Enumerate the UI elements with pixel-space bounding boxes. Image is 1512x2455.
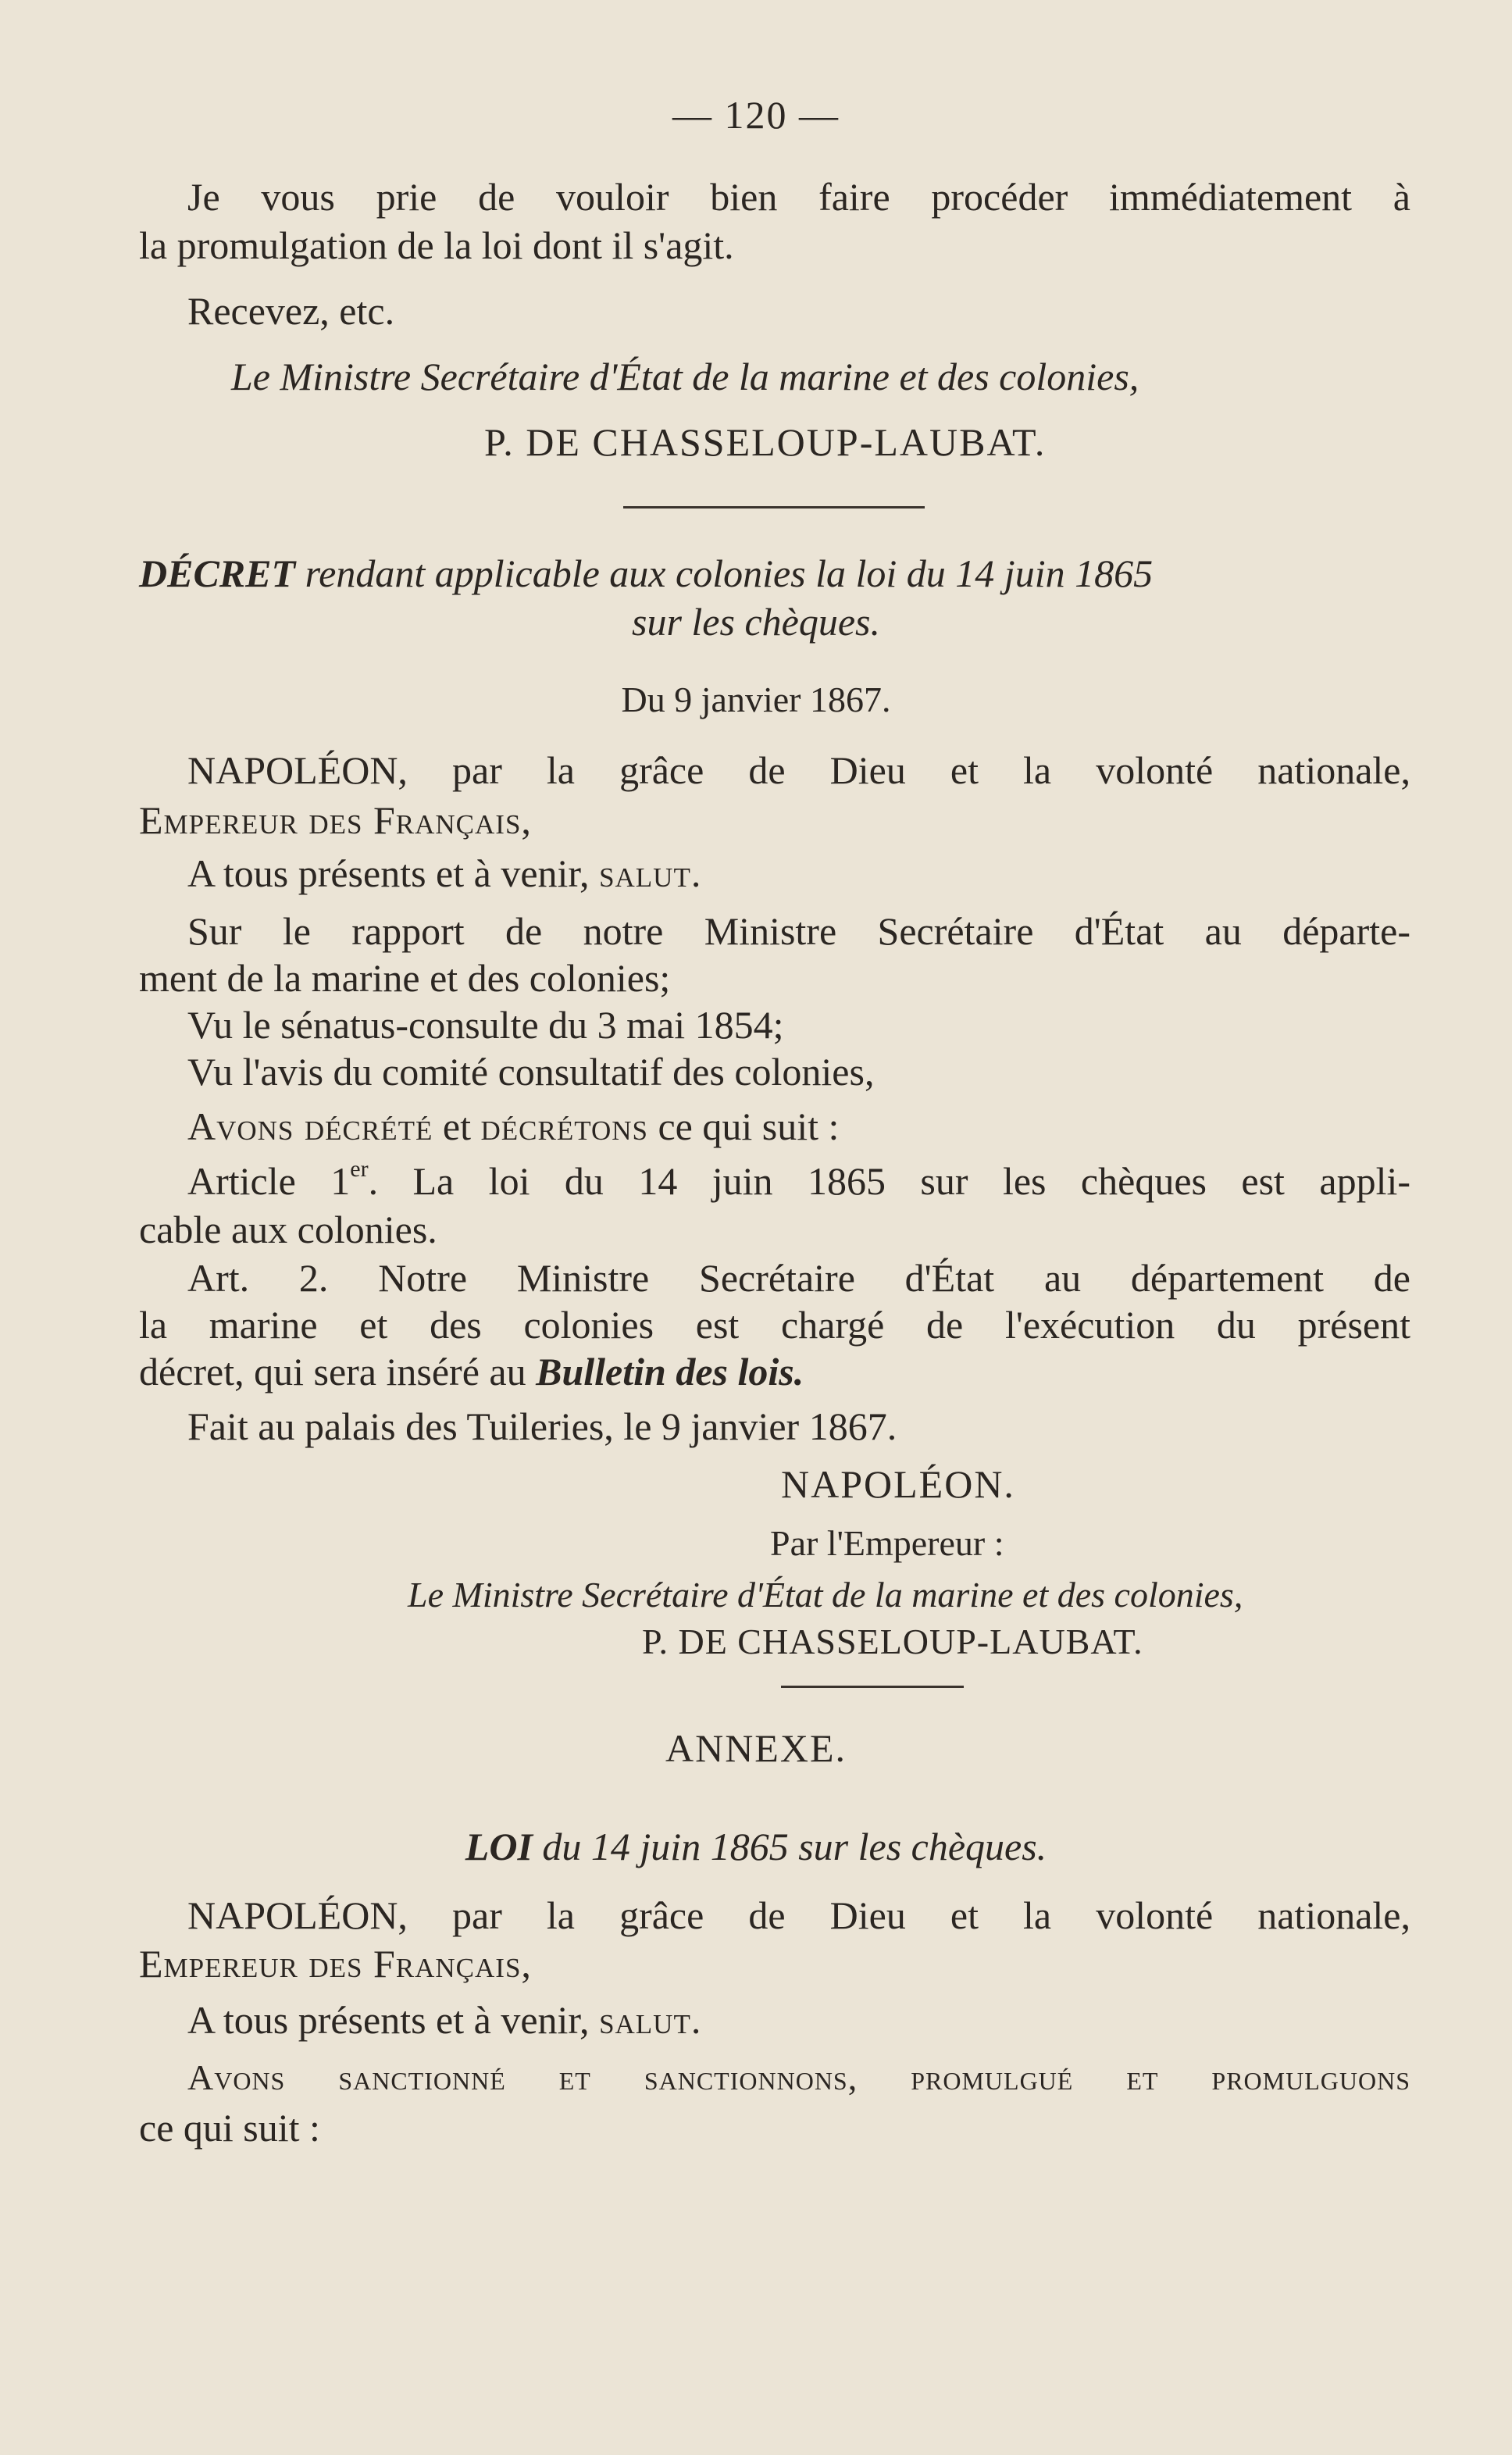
decree-title-em: DÉCRET (139, 551, 296, 595)
decree-intro: NAPOLÉON, par la grâce de Dieu et la volonté nationale, (187, 748, 1410, 792)
decree-formula (187, 1103, 839, 1150)
article-2-cont: la marine et des colonies est chargé de l'exécution du présent (139, 1303, 1410, 1347)
decree-title (139, 550, 1153, 597)
decree-vu-senatus: Vu le sénatus-consulte du 3 mai 1854; (187, 1003, 784, 1047)
article-2-end-text: décret, qui sera inséré au (139, 1350, 526, 1393)
formula-c: décrétons (480, 1104, 648, 1148)
annexe-salut-line (187, 1996, 701, 2043)
letter-line: Je vous prie de vouloir bien faire procéder immédiatement à (187, 175, 1410, 219)
decree-date: Du 9 janvier 1867. (621, 680, 891, 719)
annexe-salut-prefix: A tous présents et à venir, (187, 1998, 590, 2042)
loi-title (0, 1823, 1512, 1870)
decree-rapport-cont: ment de la marine et des colonies; (139, 956, 671, 1000)
article-1 (187, 1158, 1410, 1204)
letter-closing: Recevez, etc. (187, 289, 395, 333)
decree-title-line2: sur les chèques. (632, 600, 880, 644)
article-2-end (139, 1348, 804, 1395)
decree-par-empereur: Par l'Empereur : (770, 1523, 1004, 1563)
annexe-heading: ANNEXE. (665, 1726, 847, 1770)
loi-title-em: LOI (465, 1825, 533, 1868)
letter-line: la promulgation de la loi dont il s'agit. (139, 223, 734, 267)
bulletin-des-lois: Bulletin des lois. (536, 1350, 804, 1393)
formula-b: et (442, 1104, 471, 1148)
formula-d: ce qui suit : (658, 1104, 840, 1148)
decree-signature: NAPOLÉON. (781, 1462, 1015, 1506)
annexe-sanction: Avons sanctionné et sanctionnons, promulgué et promulguons (187, 2057, 1410, 2097)
page-number: — 120 — (672, 93, 840, 137)
decree-fait: Fait au palais des Tuileries, le 9 janvier 1867. (187, 1404, 897, 1448)
decree-vu-avis: Vu l'avis du comité consultatif des colonies, (187, 1050, 875, 1094)
decree-salut-line (187, 850, 701, 897)
article-1-label: Article 1 (187, 1159, 351, 1203)
article-2: Art. 2. Notre Ministre Secrétaire d'État au département de (187, 1256, 1410, 1300)
formula-a: Avons décrété (187, 1104, 433, 1148)
annexe-sanction-cont: ce qui suit : (139, 2106, 320, 2150)
letter-signatory-title: Le Ministre Secrétaire d'État de la marine et des colonies, (231, 355, 1139, 398)
salut-prefix: A tous présents et à venir, (187, 851, 590, 895)
decree-title-rest: rendant applicable aux colonies la loi du 14 juin 1865 (305, 551, 1154, 595)
annexe-emperor-line: Empereur des Français, (139, 1942, 532, 1986)
annexe-intro: NAPOLÉON, par la grâce de Dieu et la volonté nationale, (187, 1893, 1410, 1937)
decree-emperor-line: Empereur des Français, (139, 798, 532, 842)
article-1-cont: cable aux colonies. (139, 1208, 437, 1251)
section-rule (781, 1686, 964, 1688)
letter-signatory-name: P. DE CHASSELOUP-LAUBAT. (484, 420, 1047, 464)
decree-minister-name: P. DE CHASSELOUP-LAUBAT. (642, 1622, 1143, 1661)
loi-title-rest: du 14 juin 1865 sur les chèques. (542, 1825, 1047, 1868)
decree-minister-title: Le Ministre Secrétaire d'État de la marine et des colonies, (408, 1575, 1243, 1615)
salut-word: salut. (599, 851, 702, 895)
decree-rapport: Sur le rapport de notre Ministre Secrétaire d'État au départe- (187, 909, 1410, 953)
article-1-text: . La loi du 14 juin 1865 sur les chèques est appli- (368, 1159, 1411, 1203)
section-rule (623, 506, 925, 508)
annexe-salut-word: salut. (599, 1998, 702, 2042)
article-1-sup: er (350, 1156, 369, 1182)
